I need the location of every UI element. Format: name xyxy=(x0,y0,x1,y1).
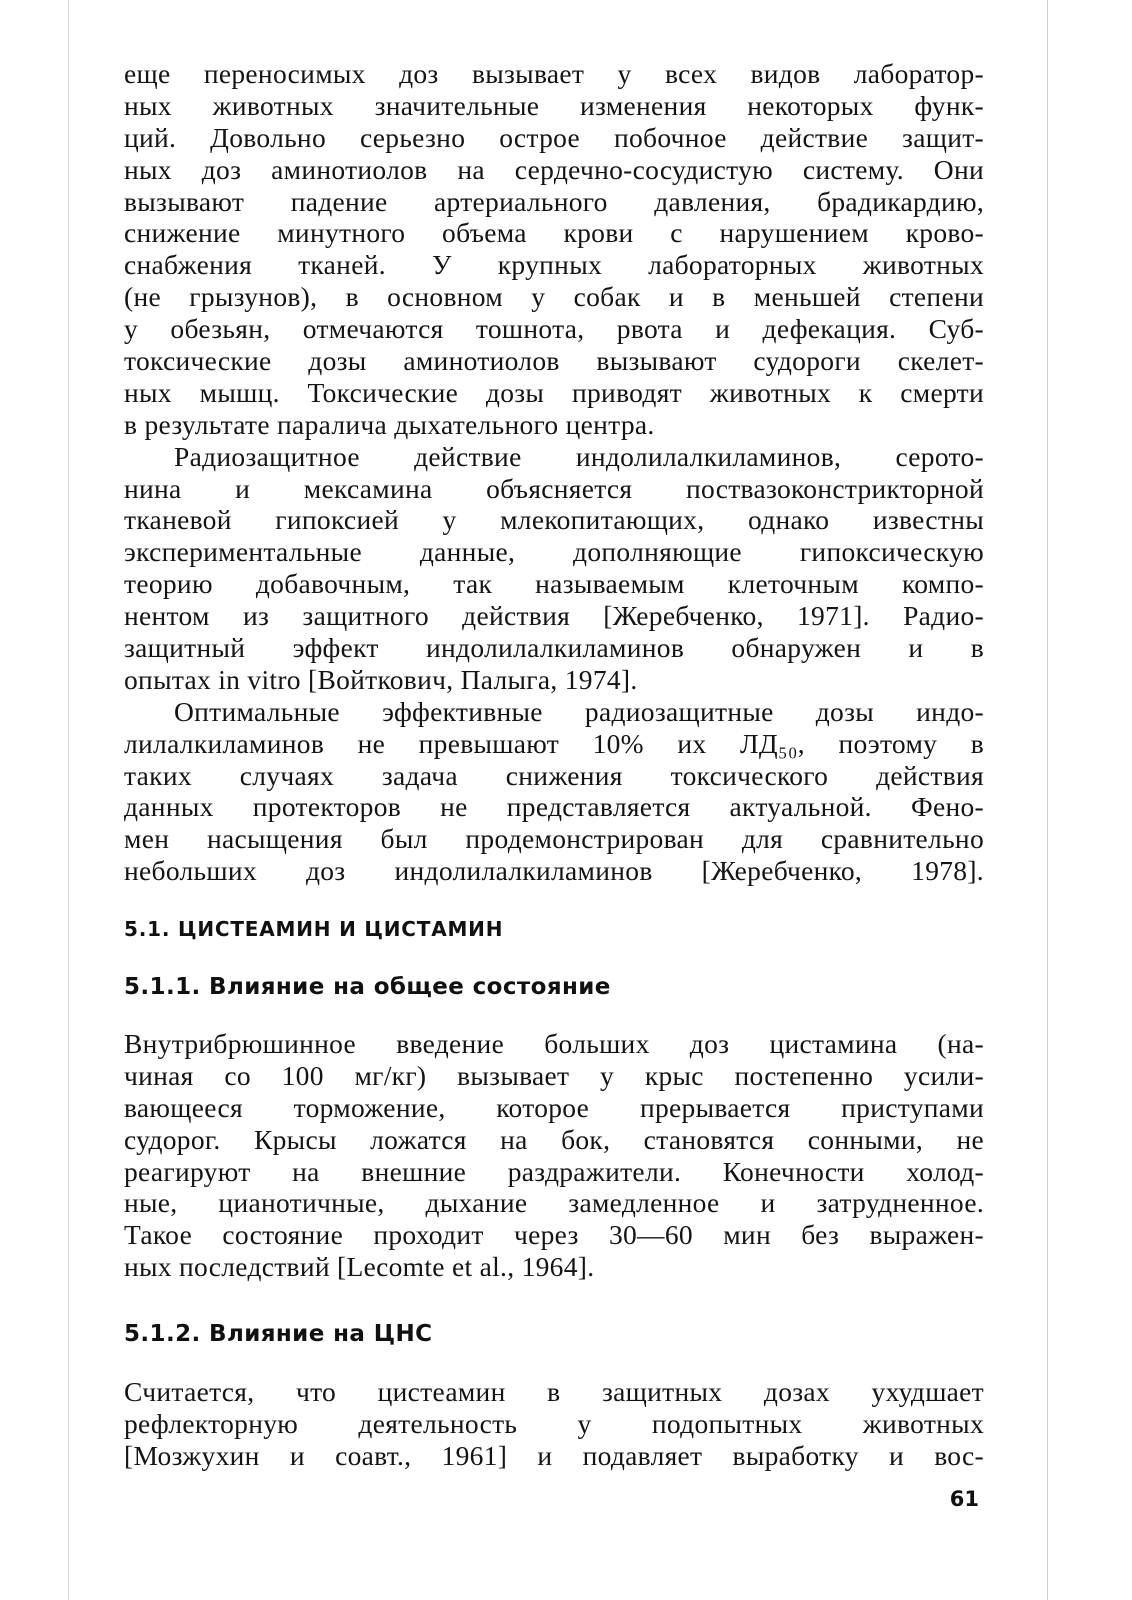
subsection-heading: 5.1.1. Влияние на общее состояние xyxy=(124,974,611,1000)
text-line: Считается, что цистеамин в защитных дозах ухудшает xyxy=(124,1376,984,1407)
text-line: теорию добавочным, так называемым клеточным компо- xyxy=(124,568,984,600)
text-line: еще переносимых доз вызывает у всех видов лаборатор- xyxy=(124,58,984,89)
text-line: данных протекторов не представляется актуальной. Фено- xyxy=(124,791,984,823)
text-line: мен насыщения был продемонстрирован для сравнительно xyxy=(124,823,984,855)
text-line: Внутрибрюшинное введение больших доз цистамина (на- xyxy=(124,1028,984,1059)
text-line: судорог. Крысы ложатся на бок, становятся сонными, не xyxy=(124,1123,984,1155)
text-line: в результате паралича дыхательного центра. xyxy=(124,408,655,440)
text-line: Оптимальные эффективные радиозащитные дозы индо- xyxy=(174,695,984,727)
book-page xyxy=(68,0,1048,1600)
text-line: снижение минутного объема крови с нарушением крово- xyxy=(124,217,984,249)
subsection-heading: 5.1.2. Влияние на ЦНС xyxy=(124,1321,433,1347)
text-line: ных последствий [Lecomte et al., 1964]. xyxy=(124,1251,595,1283)
section-heading: 5.1. ЦИСТЕАМИН И ЦИСТАМИН xyxy=(124,917,504,941)
text-line: у обезьян, отмечаются тошнота, рвота и дефекация. Суб- xyxy=(124,313,984,345)
text-line: ций. Довольно серьезно острое побочное действие защит- xyxy=(124,121,984,153)
text-line: таких случаях задача снижения токсического действия xyxy=(124,759,984,791)
text-line: экспериментальные данные, дополняющие гипоксическую xyxy=(124,536,984,568)
text-line: нентом из защитного действия [Жеребченко, 1971]. Радио- xyxy=(124,600,984,632)
text-line: ных животных значительные изменения некоторых функ- xyxy=(124,89,984,121)
text-block-top xyxy=(124,58,984,887)
text-line: рефлекторную деятельность у подопытных животных xyxy=(124,1407,984,1439)
text-block-bottom xyxy=(124,1376,984,1472)
page-number: 61 xyxy=(949,1487,979,1511)
text-line: реагируют на внешние раздражители. Конечности холод- xyxy=(124,1155,984,1187)
text-line: Такое состояние проходит через 30—60 мин без выражен- xyxy=(124,1219,984,1251)
text-line: опытах in vitro [Войткович, Палыга, 1974]. xyxy=(124,663,638,695)
text-line: снабжения тканей. У крупных лабораторных животных xyxy=(124,249,984,281)
text-line: ных мышц. Токсические дозы приводят животных к смерти xyxy=(124,376,984,408)
text-line: ные, цианотичные, дыхание замедленное и затрудненное. xyxy=(124,1187,984,1219)
text-line: вызывают падение артериального давления, брадикардию, xyxy=(124,185,984,217)
text-block-middle xyxy=(124,1028,984,1283)
text-line: чиная со 100 мг/кг) вызывает у крыс постепенно усили- xyxy=(124,1059,984,1091)
text-line: вающееся торможение, которое прерывается приступами xyxy=(124,1091,984,1123)
text-line: токсические дозы аминотиолов вызывают судороги скелет- xyxy=(124,345,984,377)
text-line: [Мозжухин и соавт., 1961] и подавляет выработку и вос- xyxy=(124,1439,984,1471)
text-line: нина и мексамина объясняется поствазоконстрикторной xyxy=(124,472,984,504)
text-line: небольших доз индолилалкиламинов [Жеребченко, 1978]. xyxy=(124,855,984,887)
text-line: лилалкиламинов не превышают 10% их ЛД₅₀, поэтому в xyxy=(124,727,984,759)
text-line: защитный эффект индолилалкиламинов обнаружен и в xyxy=(124,632,984,664)
text-line: ных доз аминотиолов на сердечно-сосудистую систему. Они xyxy=(124,153,984,185)
text-line: тканевой гипоксией у млекопитающих, однако известны xyxy=(124,504,984,536)
text-line: Радиозащитное действие индолилалкиламинов, серото- xyxy=(174,440,984,472)
text-line: (не грызунов), в основном у собак и в меньшей степени xyxy=(124,281,984,313)
